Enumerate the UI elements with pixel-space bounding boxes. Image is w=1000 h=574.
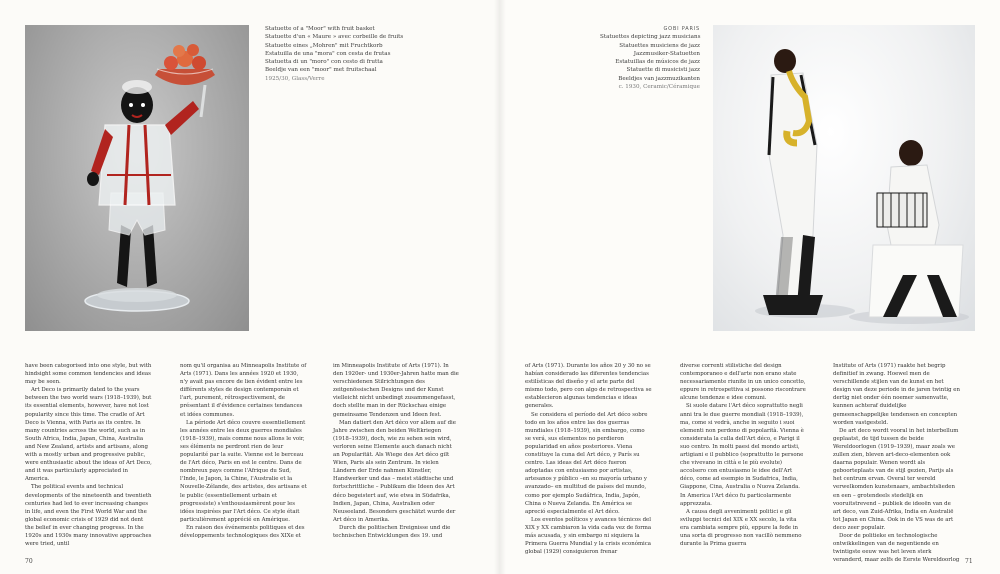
paragraph: Durch die politischen Ereignisse und die technischen Entwicklungen des 19. und <box>333 524 451 539</box>
book-gutter <box>494 0 506 574</box>
paragraph: En raison des événements politiques et des développements technologiques des XIXe et <box>180 524 305 539</box>
paragraph: Man datiert den Art déco vor allem auf die Jahre zwischen den beiden Weltkriegen (1918–1939), doch, wie zu sehen sein wird, verloren seine Elemente auch danach nicht an Popularität. Als Wiege des Art déco gilt Wien, Paris als sein Zentrum. In vielen Ländern der Erde nahmen Künstler, Handwerker und das – meist städtische und fortschrittliche – Publikum die Ideen des Art déco begeistert auf, wie etwa in Südafrika, Indien, Japan, China, Australien oder Neuseeland. Besonders geschätzt wurde der Art déco in Amerika. <box>333 419 456 523</box>
caption-meta: 1925/30, Glass/Verre <box>265 75 325 82</box>
caption-line: Statuetta di un "moro" con cesto di frutta <box>265 59 383 66</box>
paragraph: Art Deco is primarily dated to the years between the two world wars (1918–1939), but its essential elements, however, have not lost popularity since this time. The cradle of Art Deco is Vienna, with Paris as its centre. In many countries across the world, such as in South Africa, India, Japan, China, Australia and New Zealand, artists and artisans, along with a mostly urban and progressive public, were enthusiastic about the ideas of Art Deco, and it was particularly appreciated in America. <box>25 387 152 483</box>
caption-line: Statuettes musiciens de jazz <box>619 42 700 49</box>
caption-line: Statuettes depicting jazz musicians <box>600 34 701 41</box>
caption-line: Beeldje van een "moor" met fruitschaal <box>265 67 377 74</box>
caption-right <box>600 25 700 91</box>
paragraph: Se considera el período del Art déco sobre todo en los años entre las dos guerras mundiales (1918–1939), sin embargo, como se verá, sus elementos no perdieron popularidad en años posteriores. Viena constituye la cuna del Art déco, y París su centro. Las ideas del Art déco fueron adoptadas con entusiasmo por artistas, artesanos y público –en su mayoría urbano y avanzado– en multitud de países del mundo, como por ejemplo Sudáfrica, India, Japón, China o Nueva Zelanda. En América se apreció especialmente el Art déco. <box>525 411 648 515</box>
caption-line: Statuette di musicisti jazz <box>626 67 700 74</box>
photo-glass-statuette <box>25 25 249 331</box>
paragraph: of Arts (1971). Durante los años 20 y 30 no se habían considerado las diferentes tendencias estilísticas del diseño y el arte parte del mismo todo, pero con algo de retrospectiva se establecieron algunas tendencias e ideas generales. <box>525 363 652 410</box>
glass-moor-statuette-icon <box>25 25 249 331</box>
caption-line: Statuette of a "Moor" with fruit basket <box>265 26 375 32</box>
caption-line: Statuette d'un « Maure » avec corbeille de fruits <box>265 34 404 41</box>
text-column-spanish <box>525 362 652 556</box>
jazz-musician-statuettes-icon <box>713 25 975 331</box>
text-column-french <box>180 362 307 542</box>
caption-line: Beeldjes van jazzmuzikanten <box>618 75 700 82</box>
paragraph: Institute of Arts (1971) raakte het begrip definitief in zwang. Hoewel men de verschillende stijlen van de kunst en het design van deze periode in de jaren twintig en dertig niet onder één noemer samenvatte, kunnen achteraf duidelijke gemeenschappelijke tendensen en concepten worden vastgesteld. <box>833 363 960 426</box>
text-column-dutch <box>833 362 960 564</box>
text-column-german <box>333 362 460 542</box>
paragraph: Door de politieke en technologische ontwikkelingen van de negentiende en twintigste eeuw was het leven sterk veranderd, maar zelfs de Eerste Wereldoorlog <box>833 532 960 564</box>
caption-line: Estatuilla de una "mora" con cesta de frutas <box>265 50 391 57</box>
paragraph: Los eventos políticos y avances técnicos del XIX y XX cambiaron la vida cada vez de forma más acusada, y sin embargo ni siquiera la Primera Guerra Mundial y la crisis económica global (1929) consiguieron frenar <box>525 516 652 556</box>
text-column-english <box>25 362 152 548</box>
page-number-right: 71 <box>965 558 973 565</box>
photo-jazz-statuettes <box>713 25 975 331</box>
paragraph: nom qu'il organisa au Minneapolis Institute of Arts (1971). Dans les années 1920 et 1930, n'y avait pas encore de lien évident entre les différents styles de design contemporain et l'art, purement, rétrospectivement, de présentant il d'évidence certaines tendances et idées communes. <box>180 363 307 418</box>
paragraph: A causa degli avvenimenti politici e gli sviluppi tecnici del XIX e XX secolo, la vita era cambiata sempre più, eppure la fede in una sorta di progresso non vacillò nemmeno durante la Prima guerra <box>680 508 802 548</box>
caption-line: Statuette eines „Mohren" mit Fruchtkorb <box>265 42 383 49</box>
paragraph: Si suole datare l'Art déco soprattutto negli anni tra le due guerre mondiali (1918–1939), ma, come si vedrà, anche in seguito i suoi elementi non perdono di popolarità. Vienna è considerata la culla dell'Art déco, e Parigi il suo centro. In molti paesi del mondo artisti, artigiani e il pubblico (soprattutto le persone che vivevano in città e le più evolute) accolsero con entusiasmo le idee dell'Art déco, come ad esempio in Sudafrica, India, Giappone, Cina, Australia o Nuova Zelanda. In America l'Art déco fu particolarmente apprezzata. <box>680 403 804 507</box>
paragraph: have been categorised into one style, but with hindsight some common tendencies and ideas may be seen. <box>25 363 152 386</box>
caption-meta: c. 1930, Ceramic/Céramique <box>618 84 700 91</box>
paragraph: im Minneapolis Institute of Arts (1971). In den 1920er- und 1930er-Jahren hatte man die verschiedenen Stilrichtungen des zeitgenössischen Designs und der Kunst vielleicht nicht unbedingt zusammengefasst, doch stellte man in der Rückschau einige gemeinsame Tendenzen und Ideen fest. <box>333 363 459 418</box>
caption-left <box>265 25 435 83</box>
paragraph: La période Art déco couvre essentiellement les années entre les deux guerres mondiales (1918–1939), mais comme nous allons le voir, ses éléments ne perdront rien de leur popularité par la suite. Vienne est le berceau de l'Art déco, Paris en est le centre. Dans de nombreux pays comme l'Afrique du Sud, l'Inde, le Japon, la Chine, l'Australie et la Nouvelle-Zélande, des artistes, des artisans et le public (essentiellement urbain et progressiste) s'enthousiasmèrent pour les idées inspirées par l'Art déco. Ce style était particulièrement apprécié en Amérique. <box>180 419 307 523</box>
paragraph: diverse correnti stilistiche del design contemporaneo e dell'arte non erano state necessariamente riunite in un unico concetto, eppure in retrospettiva si possono riscontrare alcune tendenze e idee comuni. <box>680 363 806 402</box>
paragraph: De art deco wordt vooral in het interbellum geplaatst, de tijd tussen de beide Wereldoorlogen (1919–1939), maar zoals we zullen zien, bleven art-deco-elementen ook daarna populair. Wenen wordt als geboorteplaats van de stijl gezien, Parijs als het centrum ervan. Overal ter wereld verwelkomden kunstenaars, ambachtslieden en een – grotendeels stedelijk en vooruitstrevend – publiek de ideeën van de art deco, van Zuid-Afrika, India en Australië tot Japan en China. Ook in de VS was de art deco zeer populair. <box>833 427 959 531</box>
caption-maker-label: GOBI PARIS <box>663 26 700 32</box>
text-column-italian <box>680 362 807 548</box>
caption-line: Jazzmusiker-Statuetten <box>633 50 700 57</box>
paragraph: The political events and technical developments of the nineteenth and twentieth centuries had led to ever increasing changes in life, and even the First World War and the global economic crisis of 1929 did not dent the belief in ever changing progress. In the 1920s and 1930s many innovative approaches were tried, until <box>25 484 152 548</box>
caption-line: Estatuillas de músicos de jazz <box>615 59 700 66</box>
page-number-left: 70 <box>25 558 33 565</box>
